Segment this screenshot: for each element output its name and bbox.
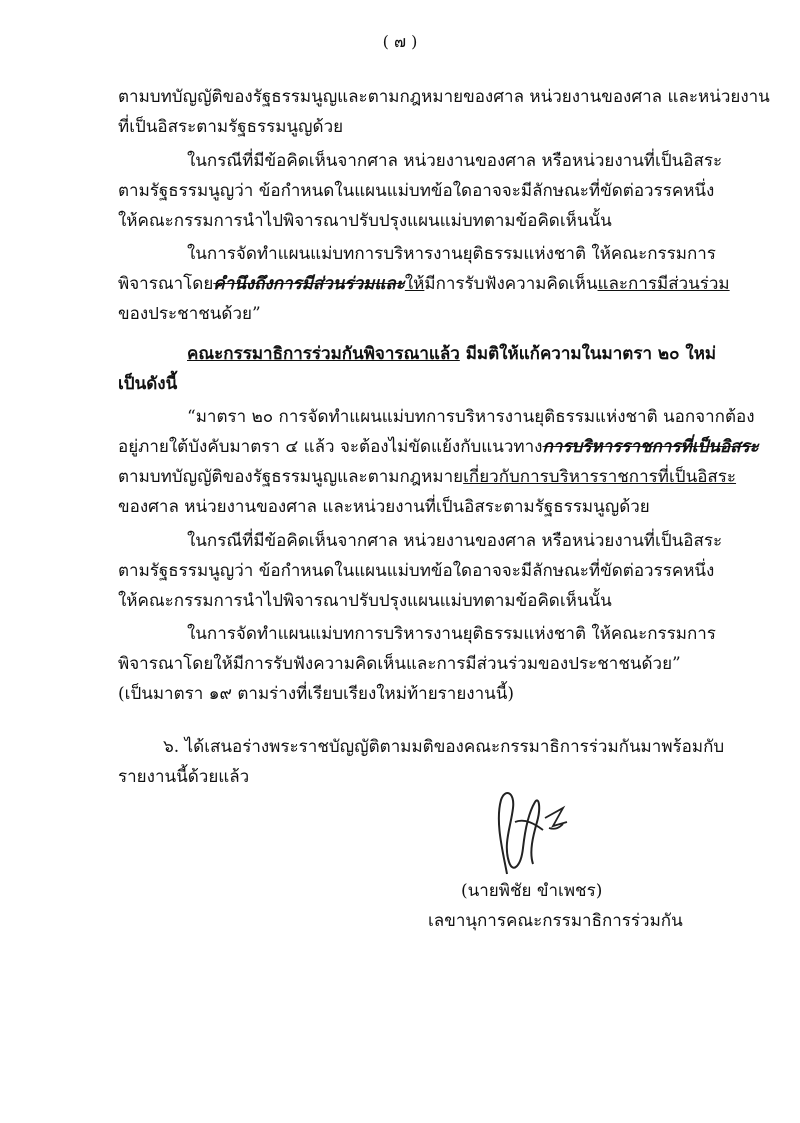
committee-heading: คณะกรรมาธิการร่วมกันพิจารณาแล้ว [187,344,460,364]
text-line: รายงานนี้ด้วยแล้ว [118,767,250,787]
text-line [118,436,759,458]
text-line: ในกรณีที่มีข้อคิดเห็นจากศาล หน่วยงานของศาล หรือหน่วยงานที่เป็นอิสระ [187,531,723,551]
text-run: มีมติให้แก้ความในมาตรา ๒๐ ใหม่ [459,344,717,364]
inserted-text: และการมีส่วนร่วม [597,274,730,294]
text-line: ตามรัฐธรรมนูญว่า ข้อกำหนดในแผนแม่บทข้อใดอาจจะมีลักษณะที่ขัดต่อวรรคหนึ่ง [118,561,715,581]
deleted-text: คำนึงถึงการมีส่วนร่วมและ [213,274,405,294]
text-run: มีการรับฟังความคิดเห็น [424,274,598,294]
text-line: ๖. ได้เสนอร่างพระราชบัญญัติตามมติของคณะกรรมาธิการร่วมกันมาพร้อมกับ [163,737,725,757]
deleted-text: การบริหารราชการที่เป็นอิสระ [542,437,759,457]
text-line: ในการจัดทำแผนแม่บทการบริหารงานยุติธรรมแห่งชาติ ให้คณะกรรมการ [187,244,716,264]
text-line: ตามบทบัญญัติของรัฐธรรมนูญและตามกฎหมายของศาล หน่วยงานของศาล และหน่วยงาน [118,87,770,107]
text-line: ในการจัดทำแผนแม่บทการบริหารงานยุติธรรมแห่งชาติ ให้คณะกรรมการ [187,624,716,644]
text-line: “มาตรา ๒๐ การจัดทำแผนแม่บทการบริหารงานยุติธรรมแห่งชาติ นอกจากต้อง [187,407,755,427]
resolution-line [187,343,716,365]
text-run: ตามบทบัญญัติของรัฐธรรมนูญและตามกฎหมาย [118,467,464,487]
inserted-text: เกี่ยวกับการบริหารราชการที่เป็นอิสระ [463,467,737,487]
signer-title: เลขานุการคณะกรรมาธิการร่วมกัน [428,911,683,931]
text-line [118,273,730,295]
text-line: ของศาล หน่วยงานของศาล และหน่วยงานที่เป็นอิสระตามรัฐธรรมนูญด้วย [118,497,650,517]
text-line [118,466,736,488]
text-run: พิจารณาโดย [118,274,214,294]
signer-name: (นายพิชัย ขำเพชร) [461,881,603,901]
signature-image [485,782,585,882]
text-line: ให้คณะกรรมการนำไปพิจารณาปรับปรุงแผนแม่บทตามข้อคิดเห็นนั้น [118,591,612,611]
text-line: ที่เป็นอิสระตามรัฐธรรมนูญด้วย [118,117,344,137]
text-line: ของประชาชนด้วย” [118,304,261,324]
text-line: พิจารณาโดยให้มีการรับฟังความคิดเห็นและการมีส่วนร่วมของประชาชนด้วย” [118,654,681,674]
text-line: ตามรัฐธรรมนูญว่า ข้อกำหนดในแผนแม่บทข้อใดอาจจะมีลักษณะที่ขัดต่อวรรคหนึ่ง [118,181,715,201]
text-run: อยู่ภายใต้บังคับมาตรา ๔ แล้ว จะต้องไม่ขัดแย้งกับแนวทาง [118,437,543,457]
page-number: ( ๗ ) [382,32,418,51]
text-line: (เป็นมาตรา ๑๙ ตามร่างที่เรียบเรียงใหม่ท้ายรายงานนี้) [118,684,515,704]
text-line: เป็นดังนี้ [118,374,178,394]
inserted-text: ให้ [404,274,425,294]
text-line: ให้คณะกรรมการนำไปพิจารณาปรับปรุงแผนแม่บทตามข้อคิดเห็นนั้น [118,211,612,231]
text-line: ในกรณีที่มีข้อคิดเห็นจากศาล หน่วยงานของศาล หรือหน่วยงานที่เป็นอิสระ [187,151,723,171]
